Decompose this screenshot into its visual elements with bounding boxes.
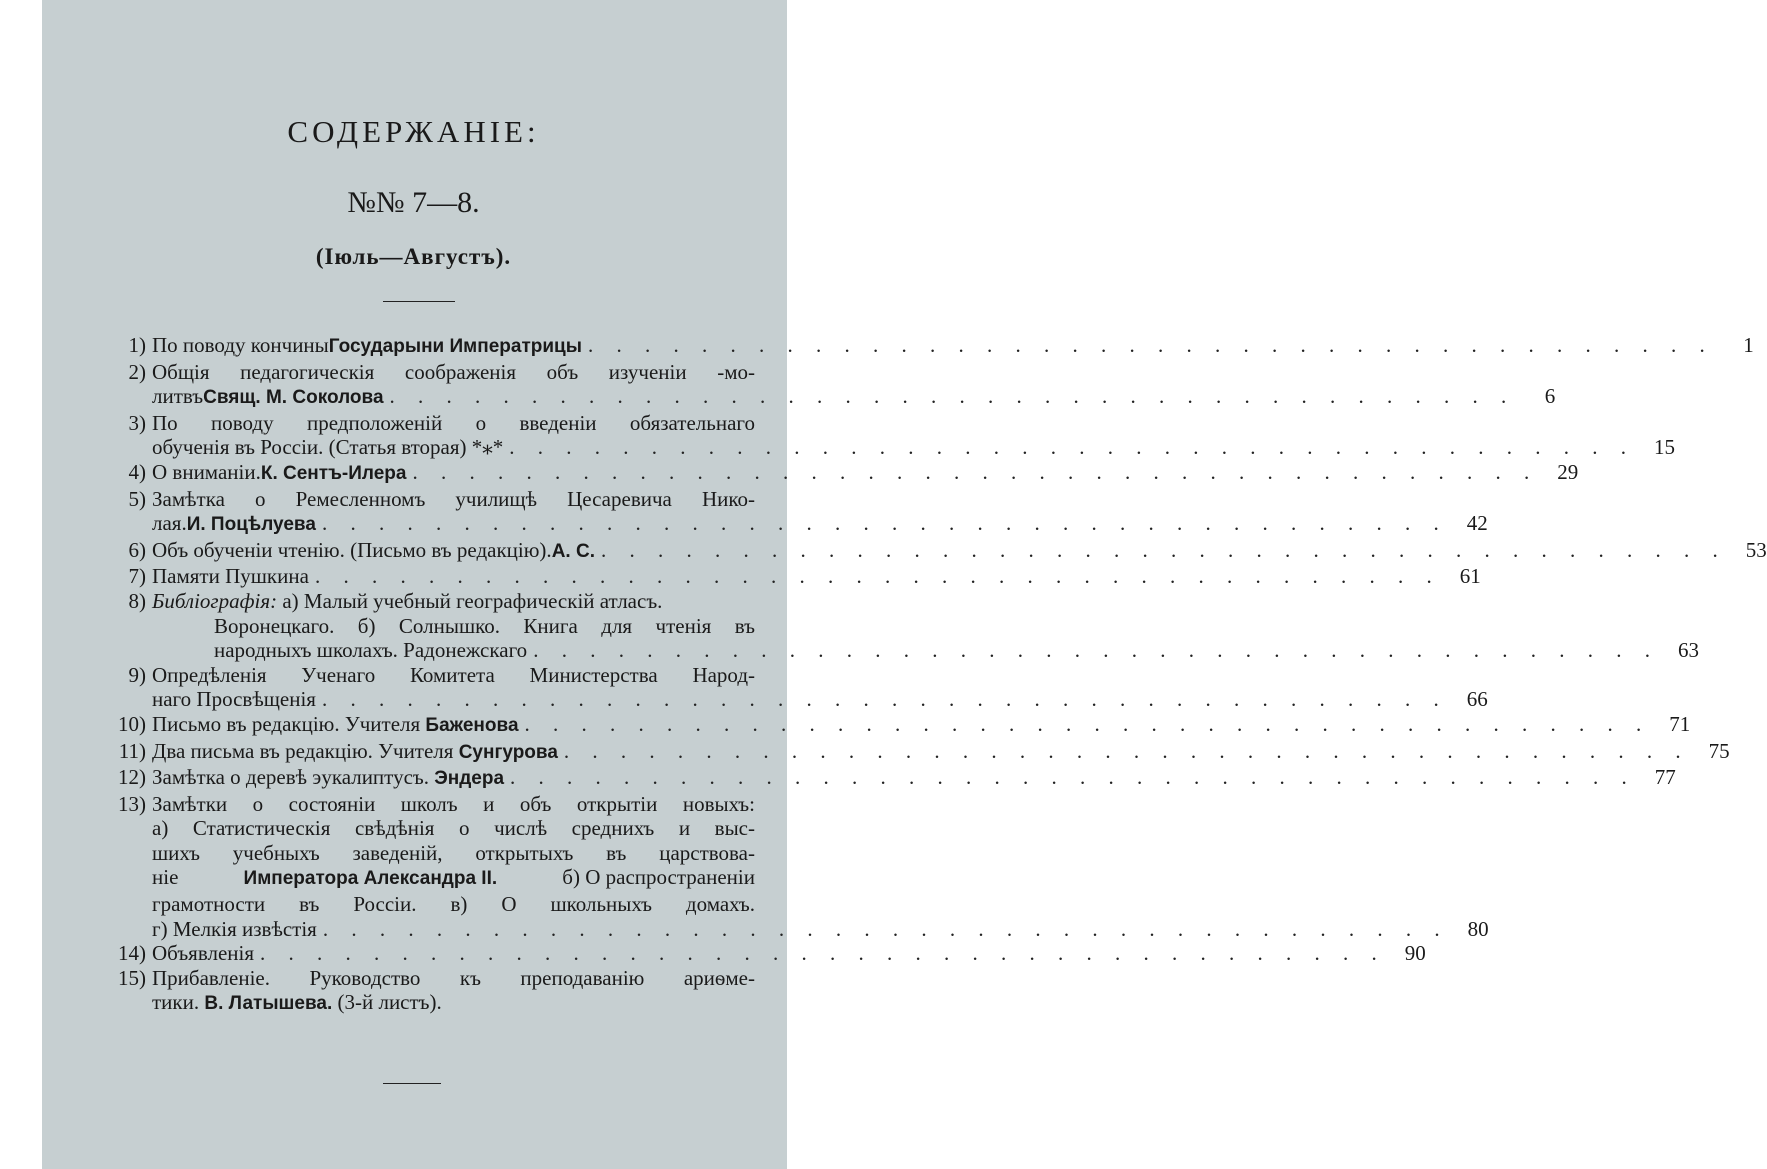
page-number: 77 <box>1654 765 1676 790</box>
entry-title-cont: г) Мелкія извѣстія <box>152 916 317 941</box>
page-number: 1 <box>1743 333 1754 357</box>
entry-title: По поводу предположеній о введеніи обязательнаго <box>152 410 755 435</box>
entry-author: А. С. <box>551 540 595 562</box>
entry-number: 9) <box>128 662 146 687</box>
entry-author: Императора Александра II. <box>243 868 498 890</box>
page-number: 6 <box>1544 384 1556 409</box>
page-number: 29 <box>1557 459 1579 484</box>
dot-leader: . . . . . . . . . . . . . . . . . . . . . . . . . . . . . . . . . . . . . . . . <box>322 916 1449 941</box>
toc-entry <box>110 486 1488 538</box>
dot-leader: . . . . . . . . . . . . . . . . . . . . . . . . . . . . . . . . . . . . . . . . <box>260 941 1386 966</box>
entry-title: О вниманіи. <box>152 459 261 484</box>
entry-title: Объявленія <box>152 941 255 966</box>
entry-title: Замѣтка о деревѣ эукалиптусъ. <box>152 765 435 790</box>
entry-title-cont: литвъ <box>152 384 204 409</box>
entry-title: Общія педагогическія соображенія объ изученіи -мо- <box>152 359 755 384</box>
page-number: 53 <box>1745 537 1767 562</box>
entry-title: Памяти Пушкина <box>152 564 309 589</box>
entry-title: Замѣтки о состояніи школъ и объ открытіи новыхъ: <box>152 791 755 816</box>
page-title: СОДЕРЖАНІЕ: <box>287 114 540 149</box>
toc-entry <box>110 941 1426 966</box>
entry-title: а) Малый учебный географическій атласъ. <box>277 588 663 613</box>
entry-author: Свящ. М. Соколова <box>203 387 384 409</box>
entry-title: Два письма въ редакцію. Учителя <box>152 738 459 763</box>
page-number: 71 <box>1669 711 1691 736</box>
entry-title-cont: обученія въ Россіи. (Статья вторая) *⁎* <box>152 435 504 460</box>
toc-entry <box>110 359 1556 411</box>
entry-author: Государыни Императрицы <box>328 336 582 357</box>
entry-author: Эндера <box>434 768 505 790</box>
entry-number: 15) <box>118 965 146 990</box>
entry-title-cont: а) Статистическія свѣдѣнія о числѣ среднихъ и выс- <box>152 816 755 841</box>
toc-entry <box>110 537 1767 565</box>
entry-title-cont: шихъ учебныхъ заведеній, открытыхъ въ царствова- <box>152 840 755 865</box>
entry-author: Баженова <box>425 714 519 736</box>
entry-number: 1) <box>128 333 146 357</box>
toc-entry <box>110 410 1676 460</box>
page-number: 63 <box>1677 638 1699 663</box>
issue-number: №№ 7—8. <box>347 186 480 219</box>
top-divider <box>383 301 455 302</box>
dot-leader: . . . . . . . . . . . . . . . . . . . . . . . . . . . . . . . . . . . . . . . . <box>510 765 1636 790</box>
entry-number: 3) <box>128 410 146 435</box>
entry-title: Объ обученіи чтенію. (Письмо въ редакцію). <box>152 537 552 562</box>
toc-entry <box>110 738 1730 766</box>
entry-title: Замѣтка о Ремесленномъ училищѣ Цесаревича Нико- <box>152 486 755 511</box>
entry-title: По поводу кончины <box>152 333 329 357</box>
toc-entry <box>110 711 1691 739</box>
entry-title-cont: наго Просвѣщенія <box>152 687 316 712</box>
dot-leader: . . . . . . . . . . . . . . . . . . . . . . . . . . . . . . . . . . . . . . . . <box>412 459 1539 484</box>
table-of-contents <box>110 333 1767 1017</box>
toc-entry <box>110 765 1676 792</box>
entry-title: Письмо въ редакцію. Учителя <box>152 711 426 736</box>
toc-entry <box>110 662 1488 712</box>
issue-period: (Іюль—Августъ). <box>315 244 512 269</box>
dot-leader: . . . . . . . . . . . . . . . . . . . . . . . . . . . . . . . . . . . . . . . . <box>321 687 1448 712</box>
entry-number: 5) <box>128 486 146 511</box>
entry-title-cont: ніе <box>152 865 184 890</box>
dot-leader: . . . . . . . . . . . . . . . . . . . . . . . . . . . . . . . . . . . . . . . . <box>587 333 1714 357</box>
entry-number: 7) <box>128 564 146 589</box>
entry-number: 6) <box>128 537 146 562</box>
entry-title: Опредѣленія Ученаго Комитета Министерства Народ- <box>152 662 755 687</box>
entry-author: Сунгурова <box>458 741 558 763</box>
page-number: 61 <box>1459 564 1481 589</box>
dot-leader: . . . . . . . . . . . . . . . . . . . . . . . . . . . . . . . . . . . . . . . . <box>524 711 1651 736</box>
page-number: 90 <box>1404 941 1426 966</box>
dot-leader: . . . . . . . . . . . . . . . . . . . . . . . . . . . . . . . . . . . . . . . . <box>509 435 1636 460</box>
toc-entry <box>110 966 755 1017</box>
page-number: 66 <box>1466 687 1488 712</box>
dot-leader: . . . . . . . . . . . . . . . . . . . . . . . . . . . . . . . . . . . . . . . . <box>314 564 1441 589</box>
entry-title-cont: (3-й листъ). <box>332 990 442 1015</box>
entry-section-label: Библіографія: <box>152 588 278 613</box>
toc-entry <box>110 791 1489 942</box>
page-number: 80 <box>1467 916 1489 941</box>
page-number: 15 <box>1654 435 1676 460</box>
entry-number: 10) <box>118 711 146 736</box>
entry-number: 14) <box>118 941 146 966</box>
entry-title-cont: б) О распространеніи <box>557 865 755 890</box>
entry-title-cont: лая. <box>152 511 187 536</box>
dot-leader: . . . . . . . . . . . . . . . . . . . . . . . . . . . . . . . . . . . . . . . . <box>321 511 1448 536</box>
entry-title-cont: народныхъ школахъ. Радонежскаго <box>214 638 528 663</box>
dot-leader: . . . . . . . . . . . . . . . . . . . . . . . . . . . . . . . . . . . . . . . . <box>389 384 1516 409</box>
entry-number: 12) <box>118 765 146 790</box>
entry-number: 11) <box>118 738 146 763</box>
toc-entry <box>110 564 1481 589</box>
entry-title: Прибавленіе. Руководство къ преподаванію ариѳме- <box>152 965 755 990</box>
page-number: 75 <box>1708 738 1730 763</box>
dot-leader: . . . . . . . . . . . . . . . . . . . . . . . . . . . . . . . . . . . . . . . . <box>563 738 1690 763</box>
toc-entry <box>110 588 1699 663</box>
entry-author: К. Сентъ-Илера <box>260 462 407 484</box>
bottom-divider <box>383 1083 441 1084</box>
entry-number: 13) <box>118 791 146 816</box>
dot-leader: . . . . . . . . . . . . . . . . . . . . . . . . . . . . . . . . . . . . . . . . <box>600 537 1727 562</box>
entry-author: В. Латышева. <box>204 993 333 1015</box>
entry-number: 2) <box>128 359 146 384</box>
entry-title-cont: тики. <box>152 990 205 1015</box>
dot-leader: . . . . . . . . . . . . . . . . . . . . . . . . . . . . . . . . . . . . . . . . <box>533 638 1659 663</box>
entry-number: 8) <box>128 588 146 613</box>
entry-title-cont: Воронецкаго. б) Солнышко. Книга для чтенія въ <box>214 613 755 638</box>
entry-number: 4) <box>128 459 146 484</box>
entry-title-cont: грамотности въ Россіи. в) О школьныхъ домахъ. <box>152 892 755 917</box>
toc-entry <box>110 333 1754 360</box>
page-number: 42 <box>1466 511 1488 536</box>
entry-author: И. Поцѣлуева <box>186 514 316 536</box>
toc-entry <box>110 459 1579 487</box>
